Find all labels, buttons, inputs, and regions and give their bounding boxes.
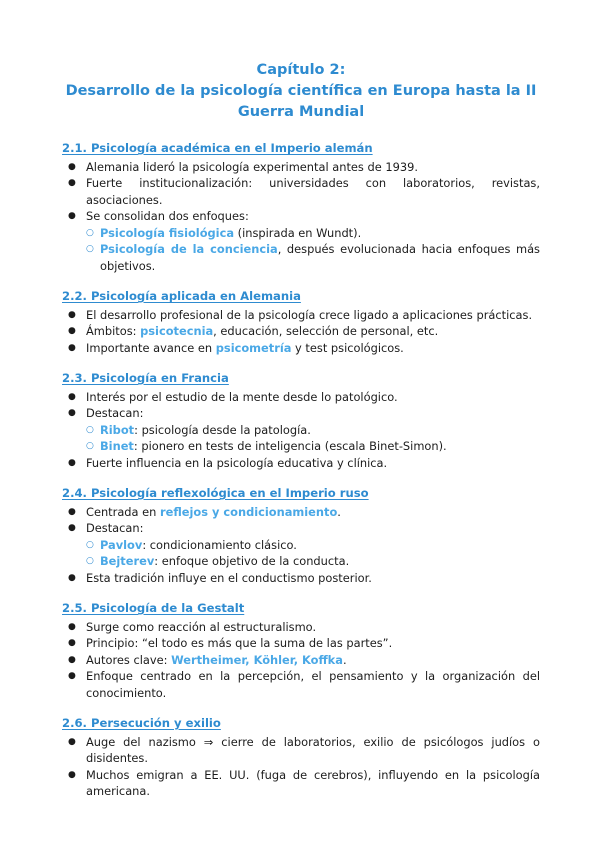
bullet-icon: ● xyxy=(68,638,76,648)
circle-bullet-icon: ○ xyxy=(86,244,94,254)
highlight-term: Psicología fisiológica xyxy=(100,225,235,240)
list-item: ● Destacan: xyxy=(68,521,144,535)
section-2-5 xyxy=(62,600,540,701)
circle-bullet-icon: ○ xyxy=(86,227,94,238)
highlight-term: Psicología de la conciencia xyxy=(100,242,278,256)
highlight-term: Ribot xyxy=(100,422,135,437)
bullet-list xyxy=(62,570,540,587)
list-item: ● Se consolidan dos enfoques: xyxy=(68,209,249,223)
list-item: ● Centrada en reflejos y condicionamiento. xyxy=(68,504,341,519)
sub-list-item: ○ Binet: pionero en tests de inteligencia (escala Binet-Simon). xyxy=(86,439,447,453)
sub-list-item: ○ Ribot: psicología desde la patología. xyxy=(86,422,311,437)
section-2-6 xyxy=(62,715,540,800)
section-2-3 xyxy=(62,370,540,471)
bullet-icon: ● xyxy=(68,408,76,418)
circle-bullet-icon: ○ xyxy=(86,441,94,451)
list-item: ● Destacan: xyxy=(68,406,144,420)
bullet-icon: ● xyxy=(68,178,76,188)
section-heading: 2.4. Psicología reflexológica en el Imperio ruso xyxy=(62,486,369,500)
highlight-term: psicometría xyxy=(215,340,292,355)
bullet-icon: ● xyxy=(68,161,76,172)
section-heading: 2.1. Psicología académica en el Imperio alemán xyxy=(62,141,373,155)
bullet-icon: ● xyxy=(68,736,76,747)
bullet-icon: ● xyxy=(68,769,76,780)
bullet-icon: ● xyxy=(68,309,76,320)
list-item: ● Alemania lideró la psicología experimental antes de 1939. xyxy=(68,159,418,174)
bullet-list xyxy=(62,455,540,472)
bullet-icon: ● xyxy=(68,523,76,533)
highlight-term: Bejterev xyxy=(100,554,155,568)
bullet-list xyxy=(62,307,540,357)
sub-bullet-list xyxy=(62,225,540,275)
section-heading: 2.2. Psicología aplicada en Alemania xyxy=(62,289,301,303)
chapter-title xyxy=(62,60,540,123)
bullet-icon: ● xyxy=(68,457,76,468)
sub-list-item: ○ Bejterev: enfoque objetivo de la conducta. xyxy=(86,554,350,568)
sub-list-item: ○ Psicología de la conciencia, después evolucionada hacia enfoques más objetivos. xyxy=(86,242,540,273)
bullet-list xyxy=(62,389,540,422)
list-item: ● Importante avance en psicometría y test psicológicos. xyxy=(68,340,404,355)
highlight-term: Binet xyxy=(100,439,134,453)
list-item: ● Auge del nazismo ⇒ cierre de laboratorios, exilio de psicólogos judíos o disidentes. xyxy=(68,734,540,765)
list-item: ● Ámbitos: psicotecnia, educación, selección de personal, etc. xyxy=(68,324,439,338)
list-item: ● Interés por el estudio de la mente desde lo patológico. xyxy=(68,389,398,404)
bullet-list xyxy=(62,159,540,225)
circle-bullet-icon: ○ xyxy=(86,539,94,550)
list-item: ● Esta tradición influye en el conductismo posterior. xyxy=(68,570,372,585)
list-item: ● Principio: “el todo es más que la suma de las partes”. xyxy=(68,636,393,650)
list-item: ● El desarrollo profesional de la psicología crece ligado a aplicaciones prácticas. xyxy=(68,307,533,322)
sub-list-item: ○ Pavlov: condicionamiento clásico. xyxy=(86,537,297,552)
section-heading: 2.6. Persecución y exilio xyxy=(62,716,221,730)
list-item: ● Surge como reacción al estructuralismo. xyxy=(68,619,317,634)
section-2-2 xyxy=(62,288,540,356)
bullet-list xyxy=(62,504,540,537)
list-item: ● Fuerte influencia en la psicología educativa y clínica. xyxy=(68,455,388,470)
highlight-term: Wertheimer, Köhler, Koffka xyxy=(171,652,343,667)
list-item: ● Autores clave: Wertheimer, Köhler, Koffka. xyxy=(68,652,347,667)
highlight-term: reflejos y condicionamiento xyxy=(160,504,338,519)
list-item: ● Muchos emigran a EE. UU. (fuga de cerebros), influyendo en la psicología americana. xyxy=(68,767,540,798)
highlight-term: psicotecnia xyxy=(140,324,214,338)
list-item: ● Fuerte institucionalización: universidades con laboratorios, revistas, asociaciones. xyxy=(68,176,540,207)
sub-list-item: ○ Psicología fisiológica (inspirada en Wundt). xyxy=(86,225,362,240)
bullet-icon: ● xyxy=(68,391,76,402)
bullet-icon: ● xyxy=(68,671,76,681)
section-2-4 xyxy=(62,485,540,586)
bullet-icon: ● xyxy=(68,572,76,583)
section-heading: 2.3. Psicología en Francia xyxy=(62,371,229,385)
bullet-list xyxy=(62,619,540,702)
highlight-term: Pavlov xyxy=(100,537,143,552)
document-page xyxy=(62,60,540,814)
section-2-1 xyxy=(62,140,540,274)
bullet-icon: ● xyxy=(68,342,76,353)
bullet-list xyxy=(62,734,540,800)
circle-bullet-icon: ○ xyxy=(86,424,94,435)
sub-bullet-list xyxy=(62,422,540,455)
bullet-icon: ● xyxy=(68,506,76,517)
bullet-icon: ● xyxy=(68,621,76,632)
list-item: ● Enfoque centrado en la percepción, el pensamiento y la organización del conocimiento. xyxy=(68,669,540,700)
circle-bullet-icon: ○ xyxy=(86,556,94,566)
sub-bullet-list xyxy=(62,537,540,570)
chapter-title-line-2: Desarrollo de la psicología científica en Europa hasta la II xyxy=(65,83,537,99)
bullet-icon: ● xyxy=(68,211,76,221)
section-heading: 2.5. Psicología de la Gestalt xyxy=(62,601,245,615)
bullet-icon: ● xyxy=(68,326,76,336)
bullet-icon: ● xyxy=(68,654,76,665)
chapter-title-line-1: Capítulo 2: xyxy=(256,62,346,78)
chapter-title-line-3: Guerra Mundial xyxy=(237,104,365,120)
